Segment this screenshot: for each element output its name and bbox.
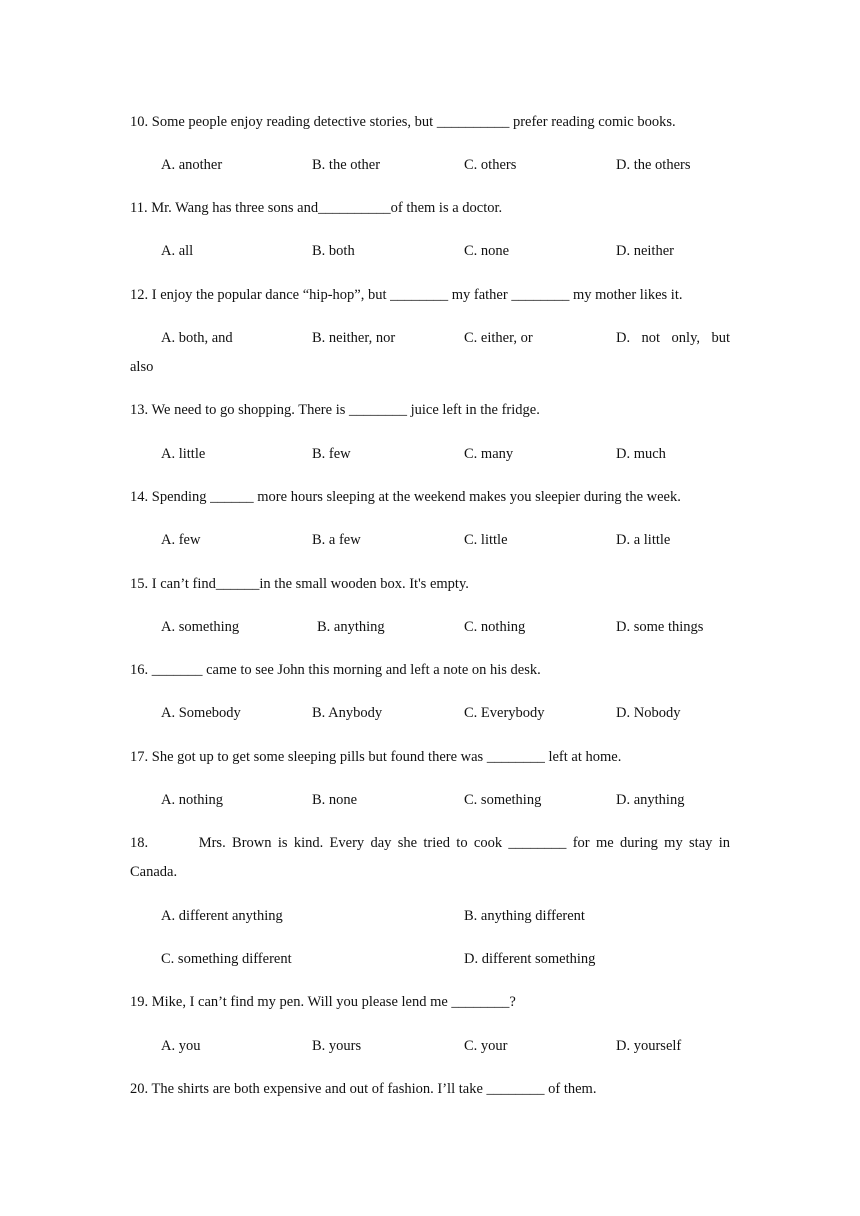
question-17-stem: 17. She got up to get some sleeping pills but found there was ________ left at home. [130,749,622,765]
question-18-stem-continuation: Canada. [130,864,178,880]
question-19-option-c[interactable]: C. your [464,1038,508,1054]
question-20-stem: 20. The shirts are both expensive and out of fashion. I’ll take ________ of them. [130,1081,597,1097]
question-19-stem: 19. Mike, I can’t find my pen. Will you please lend me ________? [130,994,516,1010]
question-10-option-d[interactable]: D. the others [616,157,691,173]
question-15-option-a[interactable]: A. something [161,619,240,635]
question-14-option-b[interactable]: B. a few [312,532,361,548]
question-18-stem: 18. Mrs. Brown is kind. Every day she tried to cook ________ for me during my stay in [130,835,730,851]
question-11-option-d[interactable]: D. neither [616,243,674,259]
question-11-option-b[interactable]: B. both [312,243,355,259]
question-15-stem: 15. I can’t find______in the small wooden box. It's empty. [130,576,469,592]
question-16-stem: 16. _______ came to see John this morning and left a note on his desk. [130,662,541,678]
question-13-option-d[interactable]: D. much [616,446,666,462]
question-18-option-c[interactable]: C. something different [161,951,292,967]
question-16-option-b[interactable]: B. Anybody [312,705,383,721]
question-12-option-b[interactable]: B. neither, nor [312,330,396,346]
question-10-option-a[interactable]: A. another [161,157,223,173]
question-14-option-a[interactable]: A. few [161,532,201,548]
question-10-stem: 10. Some people enjoy reading detective stories, but __________ prefer reading comic books. [130,114,676,130]
question-17-option-d[interactable]: D. anything [616,792,685,808]
question-18-option-d[interactable]: D. different something [464,951,596,967]
question-11-option-c[interactable]: C. none [464,243,510,259]
question-18-option-b[interactable]: B. anything different [464,908,585,924]
question-15-option-b[interactable]: B. anything [317,619,385,635]
question-14-option-c[interactable]: C. little [464,532,508,548]
question-17-option-c[interactable]: C. something [464,792,542,808]
question-14-option-d[interactable]: D. a little [616,532,671,548]
question-12-option-c[interactable]: C. either, or [464,330,533,346]
question-12-option-d-continuation: also [130,359,154,375]
question-12-stem: 12. I enjoy the popular dance “hip-hop”, but ________ my father ________ my mother likes it. [130,287,683,303]
question-11-option-a[interactable]: A. all [161,243,194,259]
question-12-option-a[interactable]: A. both, and [161,330,233,346]
question-13-stem: 13. We need to go shopping. There is ________ juice left in the fridge. [130,402,540,418]
question-18-option-a[interactable]: A. different anything [161,908,283,924]
question-15-option-d[interactable]: D. some things [616,619,704,635]
question-16-option-c[interactable]: C. Everybody [464,705,545,721]
question-17-option-a[interactable]: A. nothing [161,792,224,808]
question-14-stem: 14. Spending ______ more hours sleeping at the weekend makes you sleepier during the week. [130,489,681,505]
question-10-option-c[interactable]: C. others [464,157,517,173]
question-13-option-a[interactable]: A. little [161,446,206,462]
question-13-option-c[interactable]: C. many [464,446,514,462]
question-17-option-b[interactable]: B. none [312,792,358,808]
question-16-option-d[interactable]: D. Nobody [616,705,681,721]
question-12-option-d[interactable]: D. not only, but [616,330,730,346]
question-15-option-c[interactable]: C. nothing [464,619,526,635]
question-19-option-a[interactable]: A. you [161,1038,201,1054]
question-16-option-a[interactable]: A. Somebody [161,705,241,721]
question-10-option-b[interactable]: B. the other [312,157,381,173]
question-19-option-d[interactable]: D. yourself [616,1038,682,1054]
question-13-option-b[interactable]: B. few [312,446,351,462]
question-11-stem: 11. Mr. Wang has three sons and__________of them is a doctor. [130,200,503,216]
question-19-option-b[interactable]: B. yours [312,1038,362,1054]
